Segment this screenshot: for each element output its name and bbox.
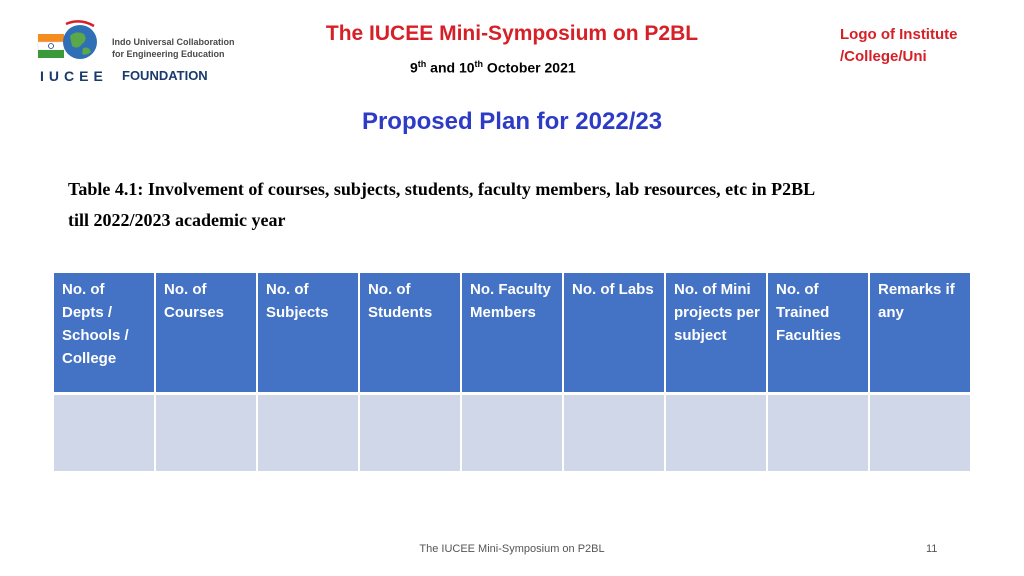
table-cell xyxy=(54,394,155,472)
table-cell xyxy=(869,394,970,472)
table-cell xyxy=(359,394,461,472)
header-courses: No. of Courses xyxy=(155,273,257,394)
header-trained-faculties: No. of Trained Faculties xyxy=(767,273,869,394)
symposium-title: The IUCEE Mini-Symposium on P2BL xyxy=(325,22,699,45)
page-number: 11 xyxy=(926,543,938,555)
table-cell xyxy=(155,394,257,472)
table-header-row xyxy=(54,273,970,394)
table-caption: Table 4.1: Involvement of courses, subjects, students, faculty members, lab resources, etc in P2BL till 2022/2023 academic year xyxy=(68,179,816,230)
header-labs: No. of Labs xyxy=(563,273,665,394)
logo-foundation-text: FOUNDATION xyxy=(122,68,208,83)
header-students: No. of Students xyxy=(359,273,461,394)
table-cell xyxy=(257,394,359,472)
table-cell xyxy=(767,394,869,472)
table-cell xyxy=(461,394,563,472)
footer-text: The IUCEE Mini-Symposium on P2BL xyxy=(419,543,605,555)
institute-logo-placeholder: Logo of Institute /College/Uni xyxy=(840,26,958,65)
table-row xyxy=(54,394,970,472)
header-mini-projects: No. of Mini projects per subject xyxy=(665,273,767,394)
logo-iucee-text: IUCEE xyxy=(40,68,108,84)
slide-subtitle: Proposed Plan for 2022/23 xyxy=(361,108,663,135)
plan-table xyxy=(54,273,970,471)
table-cell xyxy=(563,394,665,472)
logo-text-line2: for Engineering Education xyxy=(112,49,225,59)
logo-text-line1: Indo Universal Collaboration xyxy=(112,37,235,47)
header-remarks: Remarks if any xyxy=(869,273,970,394)
header-subjects: No. of Subjects xyxy=(257,273,359,394)
table-cell xyxy=(665,394,767,472)
header-depts: No. of Depts / Schools / College xyxy=(54,273,155,394)
event-dates: 9th and 10th October 2021 xyxy=(410,59,576,76)
header-faculty-members: No. Faculty Members xyxy=(461,273,563,394)
